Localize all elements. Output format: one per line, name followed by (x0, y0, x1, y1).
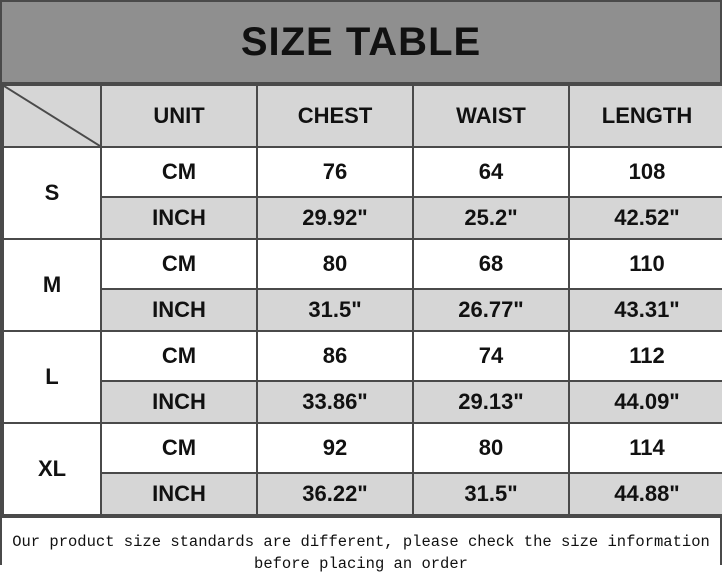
page-title: SIZE TABLE (240, 19, 482, 64)
length-cm: 114 (569, 423, 722, 473)
size-label-m: M (3, 239, 101, 331)
waist-cm: 68 (413, 239, 569, 289)
footer-note-line-1: Our product size standards are different, please check the size information (12, 532, 710, 551)
chest-cm: 86 (257, 331, 413, 381)
waist-inch: 26.77" (413, 289, 569, 331)
table-row (3, 147, 722, 197)
chest-inch: 36.22" (257, 473, 413, 515)
waist-inch: 31.5" (413, 473, 569, 515)
title-bar (2, 2, 720, 84)
table-row (3, 289, 722, 331)
waist-cm: 74 (413, 331, 569, 381)
table-row (3, 331, 722, 381)
unit-inch: INCH (101, 197, 257, 239)
chest-cm: 76 (257, 147, 413, 197)
unit-inch: INCH (101, 381, 257, 423)
chest-inch: 29.92" (257, 197, 413, 239)
size-table (2, 84, 722, 516)
footer-note (2, 516, 720, 588)
unit-inch: INCH (101, 473, 257, 515)
table-row (3, 239, 722, 289)
table-header-row (3, 85, 722, 147)
chest-cm: 80 (257, 239, 413, 289)
size-label-l: L (3, 331, 101, 423)
unit-cm: CM (101, 331, 257, 381)
waist-cm: 80 (413, 423, 569, 473)
length-cm: 110 (569, 239, 722, 289)
corner-cell (3, 85, 101, 147)
column-header-chest: CHEST (257, 85, 413, 147)
unit-cm: CM (101, 147, 257, 197)
chest-inch: 31.5" (257, 289, 413, 331)
waist-cm: 64 (413, 147, 569, 197)
waist-inch: 25.2" (413, 197, 569, 239)
size-label-s: S (3, 147, 101, 239)
chest-cm: 92 (257, 423, 413, 473)
footer-note-line-2: before placing an order (254, 555, 468, 573)
chest-inch: 33.86" (257, 381, 413, 423)
length-inch: 42.52" (569, 197, 722, 239)
unit-inch: INCH (101, 289, 257, 331)
table-row (3, 473, 722, 515)
table-row (3, 381, 722, 423)
length-cm: 112 (569, 331, 722, 381)
column-header-waist: WAIST (413, 85, 569, 147)
length-inch: 44.88" (569, 473, 722, 515)
waist-inch: 29.13" (413, 381, 569, 423)
length-inch: 44.09" (569, 381, 722, 423)
column-header-unit: UNIT (101, 85, 257, 147)
table-row (3, 197, 722, 239)
table-row (3, 423, 722, 473)
size-label-xl: XL (3, 423, 101, 515)
length-cm: 108 (569, 147, 722, 197)
unit-cm: CM (101, 423, 257, 473)
length-inch: 43.31" (569, 289, 722, 331)
diagonal-divider-icon (4, 86, 100, 146)
column-header-length: LENGTH (569, 85, 722, 147)
unit-cm: CM (101, 239, 257, 289)
